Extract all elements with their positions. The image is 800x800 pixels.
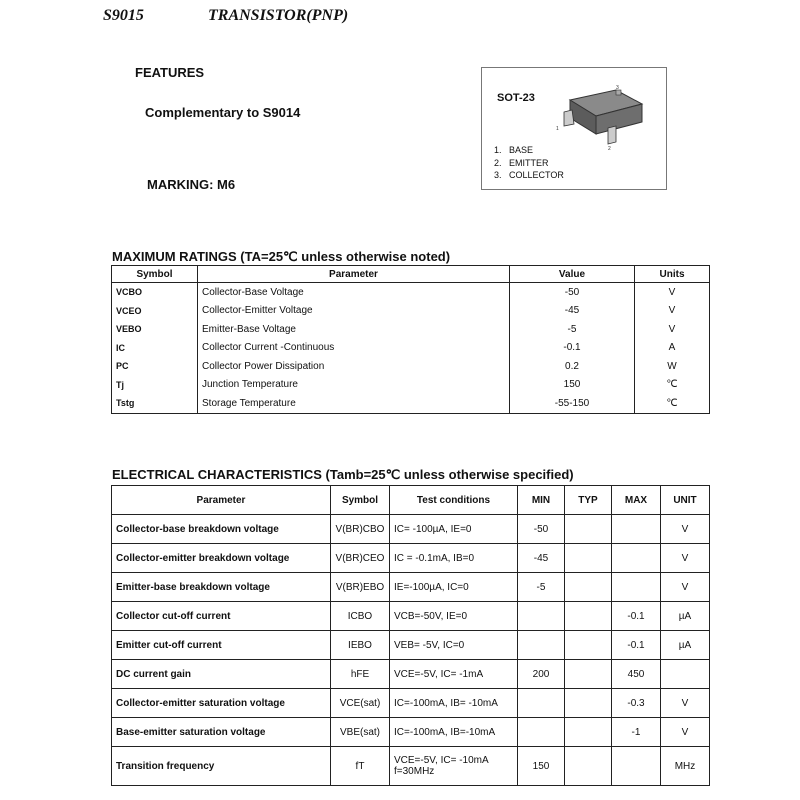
min-cell: -45 (518, 544, 565, 573)
unit-cell: A (635, 339, 710, 358)
table-row (112, 339, 710, 358)
parameter-cell: Collector-base breakdown voltage (112, 515, 331, 544)
conditions-cell: IC=-100mA, IB= -10mA (390, 689, 518, 718)
table-row (112, 376, 710, 395)
symbol-cell: VBE(sat) (331, 718, 390, 747)
min-cell: -50 (518, 515, 565, 544)
parameter-cell: Base-emitter saturation voltage (112, 718, 331, 747)
typ-cell (565, 515, 612, 544)
max-ratings-title: MAXIMUM RATINGS (TA=25℃ unless otherwise noted) (112, 249, 451, 264)
parameter-cell: Collector Power Dissipation (198, 357, 510, 376)
conditions-cell: VCB=-50V, IE=0 (390, 602, 518, 631)
unit-cell: µA (661, 631, 710, 660)
parameter-cell: Collector cut-off current (112, 602, 331, 631)
parameter-cell: Collector-emitter breakdown voltage (112, 544, 331, 573)
unit-cell: W (635, 357, 710, 376)
value-cell: 150 (510, 376, 635, 395)
symbol-cell: V(BR)CEO (331, 544, 390, 573)
max-cell (612, 573, 661, 602)
typ-cell (565, 602, 612, 631)
unit-cell: V (661, 718, 710, 747)
col-header: UNIT (661, 486, 710, 515)
parameter-cell: Collector-Emitter Voltage (198, 302, 510, 321)
table-row (112, 357, 710, 376)
col-header: Test conditions (390, 486, 518, 515)
device-title: TRANSISTOR(PNP) (208, 7, 349, 24)
symbol-cell: VCBO (112, 283, 198, 302)
svg-text:3: 3 (616, 85, 619, 91)
conditions-cell: IC = -0.1mA, IB=0 (390, 544, 518, 573)
symbol-cell: ICBO (331, 602, 390, 631)
symbol-cell: Tstg (112, 394, 198, 413)
table-row (112, 302, 710, 321)
typ-cell (565, 631, 612, 660)
typ-cell (565, 747, 612, 786)
min-cell (518, 631, 565, 660)
parameter-cell: Emitter-base breakdown voltage (112, 573, 331, 602)
table-row (112, 320, 710, 339)
conditions-cell: IE=-100µA, IC=0 (390, 573, 518, 602)
parameter-cell: Emitter-Base Voltage (198, 320, 510, 339)
max-cell: -0.1 (612, 602, 661, 631)
table-row (112, 660, 710, 689)
min-cell: -5 (518, 573, 565, 602)
table-row (112, 283, 710, 302)
col-header: Parameter (112, 486, 331, 515)
conditions-cell: VCE=-5V, IC= -1mA (390, 660, 518, 689)
min-cell: 150 (518, 747, 565, 786)
table-row (112, 573, 710, 602)
max-cell (612, 544, 661, 573)
marking-text: MARKING: M6 (147, 177, 236, 192)
unit-cell: V (635, 302, 710, 321)
col-header: Parameter (198, 266, 510, 283)
parameter-cell: Storage Temperature (198, 394, 510, 413)
conditions-cell: IC= -100µA, IE=0 (390, 515, 518, 544)
value-cell: 0.2 (510, 357, 635, 376)
parameter-cell: DC current gain (112, 660, 331, 689)
complementary-text: Complementary to S9014 (145, 105, 301, 120)
max-cell: 450 (612, 660, 661, 689)
typ-cell (565, 689, 612, 718)
typ-cell (565, 573, 612, 602)
typ-cell (565, 544, 612, 573)
part-number: S9015 (103, 7, 144, 24)
sot23-package-drawing (550, 82, 660, 154)
symbol-cell: Tj (112, 376, 198, 395)
svg-text:1: 1 (556, 126, 559, 132)
symbol-cell: fT (331, 747, 390, 786)
table-row (112, 515, 710, 544)
unit-cell: MHz (661, 747, 710, 786)
unit-cell: ℃ (635, 394, 710, 413)
col-header: TYP (565, 486, 612, 515)
pin-list (494, 144, 564, 182)
value-cell: -50 (510, 283, 635, 302)
col-header: MAX (612, 486, 661, 515)
value-cell: -5 (510, 320, 635, 339)
symbol-cell: VEBO (112, 320, 198, 339)
electrical-table (111, 485, 710, 786)
table-row (112, 747, 710, 786)
parameter-cell: Transition frequency (112, 747, 331, 786)
value-cell: -0.1 (510, 339, 635, 358)
pin-2: 2. EMITTER (494, 157, 549, 168)
col-header: MIN (518, 486, 565, 515)
unit-cell: V (661, 515, 710, 544)
col-header: Symbol (112, 266, 198, 283)
parameter-cell: Junction Temperature (198, 376, 510, 395)
max-cell: -0.3 (612, 689, 661, 718)
min-cell (518, 602, 565, 631)
max-cell (612, 515, 661, 544)
max-cell: -0.1 (612, 631, 661, 660)
table-row (112, 544, 710, 573)
unit-cell: V (635, 320, 710, 339)
col-header: Value (510, 266, 635, 283)
min-cell (518, 689, 565, 718)
table-row (112, 602, 710, 631)
col-header: Units (635, 266, 710, 283)
conditions-cell: VEB= -5V, IC=0 (390, 631, 518, 660)
typ-cell (565, 660, 612, 689)
table-row (112, 689, 710, 718)
conditions-cell: IC=-100mA, IB=-10mA (390, 718, 518, 747)
symbol-cell: VCE(sat) (331, 689, 390, 718)
table-row (112, 718, 710, 747)
symbol-cell: PC (112, 357, 198, 376)
symbol-cell: hFE (331, 660, 390, 689)
max-cell (612, 747, 661, 786)
pin-1: 1. BASE (494, 145, 534, 155)
pin-3: 3. COLLECTOR (494, 170, 564, 180)
unit-cell (661, 660, 710, 689)
electrical-title: ELECTRICAL CHARACTERISTICS (Tamb=25℃ unless otherwise specified) (112, 467, 574, 482)
parameter-cell: Emitter cut-off current (112, 631, 331, 660)
symbol-cell: VCEO (112, 302, 198, 321)
package-box (481, 67, 667, 190)
unit-cell: V (661, 544, 710, 573)
symbol-cell: IEBO (331, 631, 390, 660)
unit-cell: V (635, 283, 710, 302)
svg-text:2: 2 (608, 146, 611, 152)
min-cell: 200 (518, 660, 565, 689)
features-heading: FEATURES (135, 65, 205, 80)
symbol-cell: V(BR)EBO (331, 573, 390, 602)
value-cell: -55-150 (510, 394, 635, 413)
unit-cell: V (661, 573, 710, 602)
symbol-cell: V(BR)CBO (331, 515, 390, 544)
conditions-cell: VCE=-5V, IC= -10mA f=30MHz (390, 747, 518, 786)
typ-cell (565, 718, 612, 747)
value-cell: -45 (510, 302, 635, 321)
parameter-cell: Collector Current -Continuous (198, 339, 510, 358)
symbol-cell: IC (112, 339, 198, 358)
package-name: SOT-23 (497, 92, 535, 104)
unit-cell: µA (661, 602, 710, 631)
max-cell: -1 (612, 718, 661, 747)
min-cell (518, 718, 565, 747)
max-ratings-header (112, 266, 710, 283)
table-row (112, 394, 710, 413)
unit-cell: ℃ (635, 376, 710, 395)
table-row (112, 631, 710, 660)
electrical-header (112, 486, 710, 515)
parameter-cell: Collector-emitter saturation voltage (112, 689, 331, 718)
max-ratings-table (111, 265, 710, 414)
col-header: Symbol (331, 486, 390, 515)
parameter-cell: Collector-Base Voltage (198, 283, 510, 302)
unit-cell: V (661, 689, 710, 718)
